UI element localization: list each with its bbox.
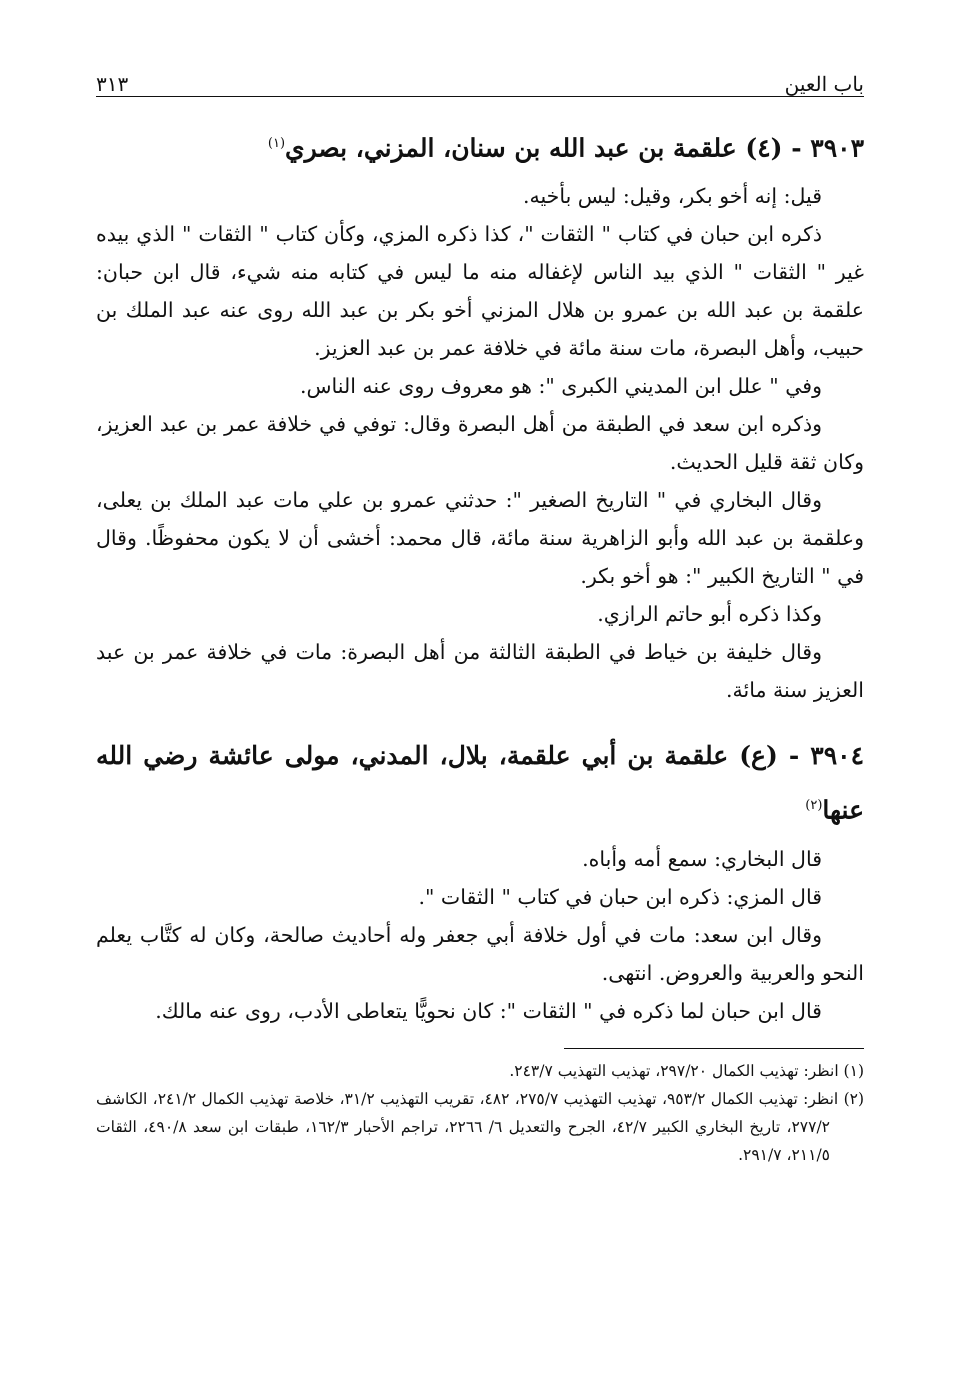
entry-paragraph: وذكره ابن سعد في الطبقة من أهل البصرة وقال: توفي في خلافة عمر بن عبد العزيز، وكان ثقة قليل الحديث. xyxy=(96,412,864,475)
footnote-ref-1: (١) xyxy=(267,136,286,151)
entry-paragraph: قال البخاري: سمع أمه وأباه. xyxy=(582,846,822,871)
footnote-ref-2: (٢) xyxy=(805,798,823,814)
book-page xyxy=(96,52,864,1169)
page-number: ٣١٣ xyxy=(96,72,129,96)
footnote: (١) انظر: تهذيب الكمال ٢٩٧/٢٠، تهذيب التهذيب ٢٤٣/٧. xyxy=(509,1061,864,1080)
footnote: (٢) انظر: تهذيب الكمال ٩٥٣/٢، تهذيب التهذيب ٢٧٥/٧، ٤٨٢، تقريب التهذيب ٣١/٢، خلاصة تهذيب الكمال ٢٤١/٢، الكاشف ٢٧٧/٢، تاريخ البخاري الكبير ٤٢/٧، الجرح والتعديل ٦/ ٢٢٦٦، تراجم الأحبار ١٦٢/٣، طبقات ابن سعد ٤٩٠/٨، الثقات ٢١١/٥، ٢٩١/٧. xyxy=(96,1089,865,1164)
entry-paragraph: وفي " علل ابن المديني الكبرى ": هو معروف روى عنه الناس. xyxy=(299,374,822,399)
entry-heading-text: ٣٩٠٤ - (ع) علقمة بن أبي علقمة، بلال، المدني، مولى عائشة رضي الله عنها xyxy=(96,741,864,825)
entry-paragraph: وكذا ذكره أبو حاتم الرازي. xyxy=(597,602,822,627)
entry-paragraph: قيل: إنه أخو بكر، وقيل: ليس بأخيه. xyxy=(522,184,822,209)
entry-heading-3903 xyxy=(96,119,864,173)
entry-paragraph: وقال البخاري في " التاريخ الصغير ": حدثني عمرو بن علي مات عبد الملك بن يعلى، وعلقمة بن عبد الله وأبو الزاهرية سنة مائة، قال محمد: أخشى أن لا يكون محفوظًا. وقال في " التاريخ الكبير ": هو أخو بكر. xyxy=(96,488,864,589)
chapter-title: باب العين xyxy=(784,72,864,96)
running-head xyxy=(96,52,864,97)
entry-paragraph: قال المزي: ذكره ابن حبان في كتاب " الثقات ". xyxy=(418,884,822,909)
entry-paragraph: قال ابن حبان لما ذكره في " الثقات ": كان نحويًّا يتعاطى الأدب، روى عنه مالك. xyxy=(155,998,822,1023)
entry-heading-text: ٣٩٠٣ - (٤) علقمة بن عبد الله بن سنان، المزني، بصري xyxy=(285,133,864,163)
entry-paragraph: ذكره ابن حبان في كتاب " الثقات "، كذا ذكره المزي، وكأن كتاب " الثقات " الذي بيده غير " الثقات " الذي بيد الناس لإغفاله منه ما ليس في كتابه منه شيء، قال ابن حبان: علقمة بن عبد الله بن عمرو بن هلال المزني أخو بكر بن عبد الله روى عنه عبد الملك بن حبيب، وأهل البصرة، مات سنة مائة في خلافة عمر بن عبد العزيز. xyxy=(96,222,864,361)
footnote-divider xyxy=(564,1048,864,1049)
entry-paragraph: وقال خليفة بن خياط في الطبقة الثالثة من أهل البصرة: مات في خلافة عمر بن عبد العزيز سنة مائة. xyxy=(96,640,864,703)
entry-paragraph: وقال ابن سعد: مات في أول خلافة أبي جعفر وله أحاديث صالحة، وكان له كتَّاب يعلم النحو والعربية والعروض. انتهى. xyxy=(96,922,864,985)
entry-heading-3904 xyxy=(96,731,864,835)
